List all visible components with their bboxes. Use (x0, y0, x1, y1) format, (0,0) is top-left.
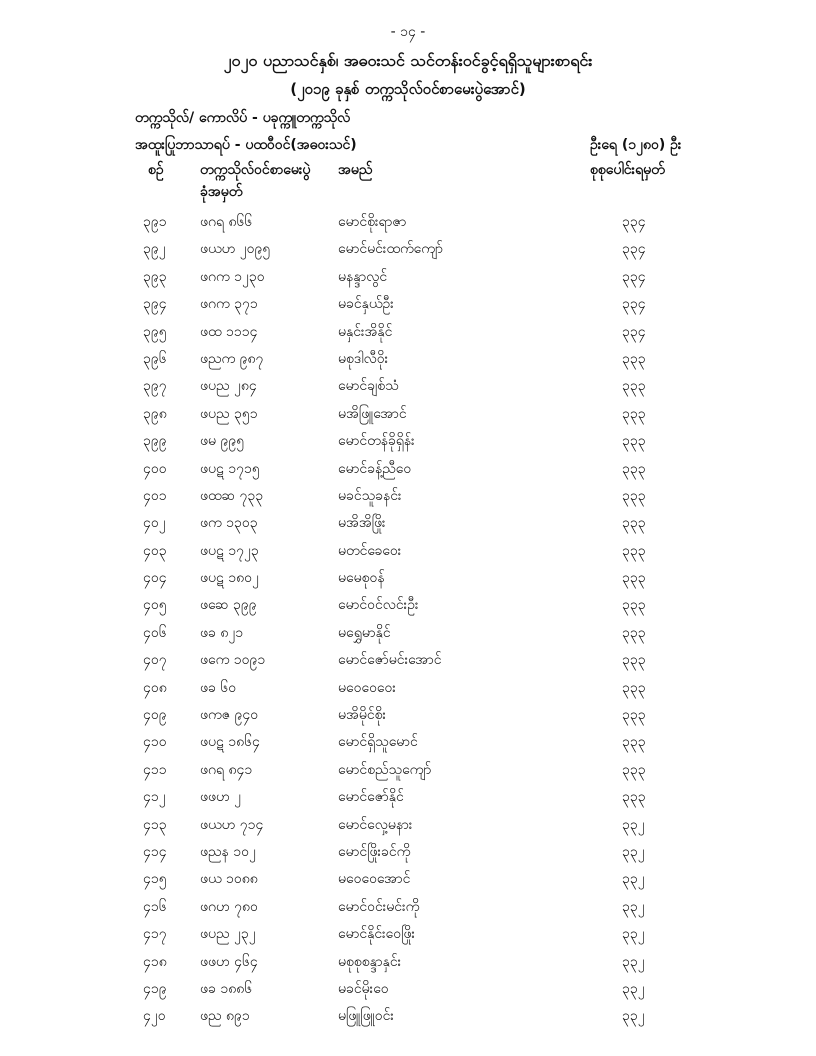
row-roll-no: ဖဖဟ ၄၆၄ (200, 953, 258, 970)
row-total-marks: ၃၃၃ (622, 433, 646, 450)
row-serial-no: ၄၂၀ (143, 1008, 166, 1025)
table-row (0, 290, 816, 317)
row-roll-no: ဖပဋ ၁၈၀၂ (200, 570, 259, 587)
row-total-marks: ၃၃၄ (622, 268, 646, 285)
row-serial-no: ၃၉၂ (143, 241, 166, 258)
row-total-marks: ၃၃၂ (622, 980, 645, 997)
row-serial-no: ၄၁၅ (143, 871, 167, 888)
row-total-marks: ၃၃၃ (622, 761, 646, 778)
row-total-marks: ၃၃၂ (622, 926, 645, 943)
row-name: မစုဒါလီဝိုး (338, 350, 389, 367)
header-roll-no: တက္ကသိုလ်ဝင်စာမေးပွဲ (200, 162, 311, 178)
row-name: မအိဖြူအောင် (338, 405, 407, 422)
row-roll-no: ဖဖဟ ၂ (200, 789, 242, 806)
row-total-marks: ၃၃၃ (622, 570, 646, 587)
row-name: မအိမိုင်စိုး (338, 707, 387, 724)
table-row (0, 263, 816, 290)
row-roll-no: ဖည ၈၉၁ (200, 1008, 250, 1025)
table-row (0, 564, 816, 591)
row-name: မောင်ချစ်သံ (338, 378, 399, 395)
header-roll-no-line2: ခုံအမှတ် (200, 184, 243, 200)
row-name: မခင်သူခနင်း (338, 487, 402, 504)
row-total-marks: ၃၃၂ (622, 1008, 645, 1025)
table-row (0, 591, 816, 618)
table-row (0, 482, 816, 509)
row-serial-no: ၃၉၇ (143, 378, 167, 395)
row-roll-no: ဖပည ၂၈၄ (200, 378, 257, 395)
table-row (0, 646, 816, 673)
row-roll-no: ဖခ ၆၀ (200, 679, 237, 696)
row-serial-no: ၃၉၃ (143, 268, 167, 285)
row-total-marks: ၃၃၄ (622, 241, 646, 258)
row-serial-no: ၄၀၇ (143, 652, 167, 669)
document-title: ၂၀၂၀ ပညာသင်နှစ်၊ အဓဝးသင် သင်တန်းဝင်ခွင့်ရရှိသူများစာရင်း (223, 51, 593, 70)
row-name: မရွှေမာနိုင် (338, 624, 391, 641)
row-roll-no: ဖညက ၉၈၇ (200, 350, 264, 367)
row-total-marks: ၃၃၃ (622, 405, 646, 422)
row-roll-no: ဖကေ ၁၀၉၁ (200, 652, 266, 669)
row-roll-no: ဖဂက ၃၇၁ (200, 296, 258, 313)
subject-line: အထူးပြုဘာသာရပ် - ပထဝီဝင်(အဓဝးသင်) (135, 137, 357, 153)
row-name: မစုစုစန္ဒာနှင်း (338, 953, 402, 970)
row-name: မဝေဝေဝေး (338, 679, 396, 696)
row-total-marks: ၃၃၃ (622, 597, 646, 614)
table-row (0, 1002, 816, 1029)
row-total-marks: ၃၃၃ (622, 460, 646, 477)
row-name: မောင်ဝင်လင်းဦး (338, 597, 419, 614)
table-row (0, 701, 816, 728)
table-row (0, 975, 816, 1002)
row-roll-no: ဖပဋ ၁၈၆၄ (200, 734, 260, 751)
row-roll-no: ဖခ ၈၂၁ (200, 624, 244, 641)
table-row (0, 619, 816, 646)
row-total-marks: ၃၃၃ (622, 378, 646, 395)
row-roll-no: ဖထဆ ၇၃၃ (200, 487, 264, 504)
row-name: မအိအိဖြိုး (338, 515, 386, 532)
row-serial-no: ၃၉၁ (143, 214, 167, 230)
row-total-marks: ၃၃၃ (622, 652, 646, 669)
table-row (0, 537, 816, 564)
row-serial-no: ၃၉၈ (143, 405, 167, 422)
row-name: မောင်ဝင်းမင်းကို (338, 898, 420, 915)
table-row (0, 509, 816, 536)
results-list (0, 208, 816, 1030)
table-row (0, 838, 816, 865)
row-total-marks: ၃၃၃ (622, 679, 646, 696)
row-total-marks: ၃၃၃ (622, 734, 646, 751)
row-name: မခင်နှယ်ဦး (338, 296, 394, 313)
page-number: - ၁၄ - (390, 24, 426, 40)
table-row (0, 427, 816, 454)
row-roll-no: ဖညန ၁၀၂ (200, 843, 256, 860)
row-total-marks: ၃၃၃ (622, 542, 646, 559)
row-serial-no: ၄၁၆ (143, 898, 167, 915)
row-serial-no: ၄၀၃ (143, 542, 167, 559)
row-total-marks: ၃၃၂ (622, 816, 645, 833)
table-row (0, 893, 816, 920)
row-serial-no: ၄၀၄ (143, 570, 167, 587)
row-serial-no: ၃၉၅ (143, 323, 167, 340)
row-roll-no: ဖယ ၁၀၈၈ (200, 871, 258, 888)
table-row (0, 318, 816, 345)
table-row (0, 674, 816, 701)
row-roll-no: ဖယဟ ၂၀၉၅ (200, 241, 271, 258)
header-total-marks: စုစုပေါင်းရမှတ် (590, 162, 665, 178)
row-roll-no: ဖပည ၃၅၁ (200, 405, 258, 422)
table-row (0, 455, 816, 482)
row-total-marks: ၃၃၃ (622, 789, 646, 806)
table-row (0, 372, 816, 399)
row-name: မောင်စည်သူကျော် (338, 761, 432, 778)
row-serial-no: ၄၀၅ (143, 597, 167, 614)
row-roll-no: ဖဂရ ၈၄၁ (200, 761, 253, 778)
row-roll-no: ဖဆေ ၃၉၉ (200, 597, 257, 614)
row-name: မောင်နိုင်းဝေဖြိုး (338, 926, 416, 943)
row-name: မောင်လှေ့မနား (338, 816, 413, 833)
row-total-marks: ၃၃၄ (622, 214, 646, 230)
row-total-marks: ၃၃၂ (622, 871, 645, 888)
row-serial-no: ၃၉၆ (143, 350, 167, 367)
row-name: မဖြူဖြူဝင်း (338, 1008, 394, 1025)
row-serial-no: ၄၀၁ (143, 487, 167, 504)
row-serial-no: ၄၁၈ (143, 953, 167, 970)
row-name: မောင်ဇော်နိုင် (338, 789, 404, 806)
row-serial-no: ၄၁၃ (143, 816, 167, 833)
row-total-marks: ၃၃၂ (622, 898, 645, 915)
row-total-marks: ၃၃၃ (622, 487, 646, 504)
row-roll-no: ဖဂရ ၈၆၆ (200, 214, 253, 230)
row-serial-no: ၄၁၉ (143, 980, 167, 997)
row-name: မောင်တန်ခိုရှိန်း (338, 433, 415, 450)
row-serial-no: ၄၁၂ (143, 789, 166, 806)
row-name: မောင်ဖြိုးခင်ကို (338, 843, 411, 860)
row-total-marks: ၃၃၄ (622, 296, 646, 313)
row-serial-no: ၄၀၈ (143, 679, 167, 696)
table-row (0, 865, 816, 892)
table-row (0, 811, 816, 838)
header-name: အမည် (338, 162, 373, 178)
row-total-marks: ၃၃၄ (622, 323, 646, 340)
row-serial-no: ၃၉၉ (143, 433, 167, 450)
row-roll-no: ဖထ ၁၁၁၄ (200, 323, 258, 340)
row-roll-no: ဖမ ၉၉၅ (200, 433, 245, 450)
row-serial-no: ၄၁၀ (143, 734, 167, 751)
row-name: မောင်ဇော်မင်းအောင် (338, 652, 442, 669)
row-total-marks: ၃၃၃ (622, 624, 646, 641)
total-count: ဦးရေ (၁၂၈၀) ဦး (590, 137, 682, 153)
header-serial-no: စဉ် (148, 162, 164, 178)
row-roll-no: ဖကဇ ၉၄၀ (200, 707, 259, 724)
row-serial-no: ၄၁၁ (143, 761, 167, 778)
row-serial-no: ၄၁၄ (143, 843, 167, 860)
row-name: မနှင်းအိနိုင် (338, 323, 393, 340)
row-name: မောင်စိုးရာဇာ (338, 214, 407, 230)
table-row (0, 400, 816, 427)
row-name: မနန္ဒာလွင် (338, 268, 388, 285)
row-roll-no: ဖခ ၁၈၈၆ (200, 980, 253, 997)
row-serial-no: ၄၀၉ (143, 707, 167, 724)
row-name: မောင်ရှိသူမောင် (338, 734, 418, 751)
row-name: မဝေဝေအောင် (338, 871, 411, 888)
table-row (0, 235, 816, 262)
row-serial-no: ၄၀၀ (143, 460, 167, 477)
table-row (0, 756, 816, 783)
table-row (0, 920, 816, 947)
table-row (0, 728, 816, 755)
university-line: တက္ကသိုလ်/ ကောလိပ် - ပခုက္ကူတက္ကသိုလ် (135, 110, 351, 126)
row-roll-no: ဖက ၁၃၀၃ (200, 515, 258, 532)
row-name: မခင်မိုးဝေ (338, 980, 389, 997)
table-row (0, 208, 816, 235)
row-name: မောင်မင်းထက်ကျော် (338, 241, 443, 258)
row-serial-no: ၄၁၇ (143, 926, 167, 943)
row-total-marks: ၃၃၂ (622, 843, 645, 860)
row-name: မမေစုဝန် (338, 570, 385, 587)
row-roll-no: ဖပဋ ၁၇၂၃ (200, 542, 259, 559)
table-row (0, 783, 816, 810)
row-total-marks: ၃၃၃ (622, 707, 646, 724)
row-roll-no: ဖပဋ ၁၇၁၅ (200, 460, 260, 477)
table-row (0, 948, 816, 975)
row-serial-no: ၃၉၄ (143, 296, 167, 313)
row-roll-no: ဖဂဟ ၇၈၀ (200, 898, 258, 915)
row-roll-no: ဖပည ၂၃၂ (200, 926, 256, 943)
row-serial-no: ၄၀၂ (143, 515, 166, 532)
row-serial-no: ၄၀၆ (143, 624, 167, 641)
row-name: မတင်ခေဝေး (338, 542, 402, 559)
row-total-marks: ၃၃၂ (622, 953, 645, 970)
row-total-marks: ၃၃၃ (622, 350, 646, 367)
document-subtitle: (၂၀၁၉ ခုနှစ် တက္ကသိုလ်ဝင်စာမေးပွဲအောင်) (290, 80, 526, 98)
row-name: မောင်ခန့်ညီဝေ (338, 460, 412, 477)
row-total-marks: ၃၃၃ (622, 515, 646, 532)
row-roll-no: ဖယဟ ၇၁၄ (200, 816, 264, 833)
row-roll-no: ဖဂက ၁၂၃၀ (200, 268, 265, 285)
table-row (0, 345, 816, 372)
